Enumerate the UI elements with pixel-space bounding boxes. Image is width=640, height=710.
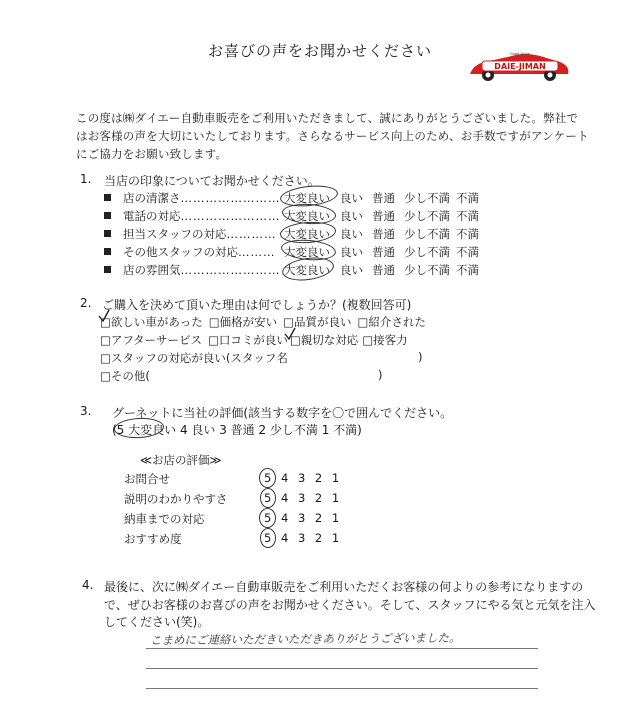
paren-close: ) — [418, 350, 423, 364]
checkbox-option[interactable]: □親切な対応 — [289, 333, 359, 347]
q1-option-2: 良い — [340, 263, 363, 277]
q1-option-1: 大変良い — [284, 209, 330, 223]
answer-line — [146, 668, 538, 669]
q1-option-5: 不満 — [456, 227, 479, 241]
answer-circle-mark — [259, 468, 276, 488]
q1-option-3: 普通 — [372, 191, 395, 205]
q1-option-2: 良い — [340, 227, 363, 241]
q3-row-scores: 5 4 3 2 1 — [264, 511, 343, 525]
q1-option-3: 普通 — [372, 245, 395, 259]
answer-circle-mark — [259, 508, 276, 528]
answer-circle-mark — [260, 528, 276, 548]
q3-subtitle: ≪お店の評価≫ — [140, 453, 222, 467]
checkbox-option[interactable]: □口コミが良い — [208, 333, 288, 347]
q1-option-3: 普通 — [372, 263, 395, 277]
q1-option-3: 普通 — [372, 227, 395, 241]
page-title: お喜びの声をお聞かせください — [207, 42, 432, 60]
q1-option-1: 大変良い — [284, 191, 330, 205]
bullet-square-icon — [104, 248, 111, 255]
svg-text:Good Drive: Good Drive — [510, 52, 530, 56]
q1-option-4: 少し不満 — [404, 191, 450, 205]
checkbox-option[interactable]: □その他( — [100, 369, 150, 383]
svg-text:DAIE-JIMAN: DAIE-JIMAN — [494, 62, 546, 71]
q4-question-line-3: してください(笑)。 — [104, 615, 210, 629]
q1-row: その他スタッフの対応……… — [104, 244, 276, 260]
q1-option-1: 大変良い — [284, 263, 330, 277]
car-logo-icon — [464, 50, 574, 84]
q1-option-3: 普通 — [372, 209, 395, 223]
intro-line-3: にご協力をお願い致します。 — [76, 147, 228, 161]
q1-option-1: 大変良い — [284, 227, 330, 241]
q3-row-scores: 5 4 3 2 1 — [264, 471, 343, 485]
checkbox-option[interactable]: □接客力 — [362, 333, 408, 347]
answer-line — [146, 688, 538, 689]
q1-row: 店の清潔さ…………………… — [104, 190, 281, 206]
q4-number: 4. — [82, 578, 94, 592]
checkbox-option[interactable]: □品質が良い — [283, 315, 352, 329]
intro-line-2: はお客様の声を大切にいたしております。さらなるサービス向上のため、お手数ですがアンケート — [76, 129, 589, 143]
q3-row-label: お問合せ — [124, 472, 170, 486]
q2-question: ご購入を決めて頂いた理由は何でしょうか？(複数回答可) — [102, 298, 412, 312]
q1-row: 電話の対応…………………… — [104, 208, 281, 224]
q1-question: 当店の印象についてお聞かせください。 — [104, 174, 320, 188]
q3-row-label: 説明のわかりやすさ — [124, 492, 228, 506]
intro-line-1: この度は㈱ダイエー自動車販売をご利用いただきまして、誠にありがとうございました。弊社で — [76, 111, 579, 125]
check-mark-icon — [96, 308, 112, 324]
q3-row-label: おすすめ度 — [124, 532, 182, 546]
q1-option-2: 良い — [340, 209, 363, 223]
q1-row: 店の雰囲気…………………… — [104, 262, 281, 278]
checkbox-option[interactable]: □アフターサービス — [100, 333, 203, 347]
checkbox-option[interactable]: □スタッフの対応が良い(スタッフ名 — [100, 351, 288, 365]
handwritten-comment[interactable]: こまめにご連絡いただきいただきありがとうございました。 — [149, 630, 461, 648]
q2-option-line — [100, 314, 426, 330]
q3-scale: (5 大変良い 4 良い 3 普通 2 少し不満 1 不満) — [112, 423, 362, 437]
paren-close: ) — [378, 368, 383, 382]
company-logo — [464, 50, 574, 84]
q2-number: 2. — [80, 296, 92, 310]
q2-option-line — [100, 332, 408, 348]
q4-question-line-2: で、ぜひお客様のお喜びの声をお聞かせください。そして、スタッフにやる気と元気を注入 — [104, 598, 596, 612]
bullet-square-icon — [104, 212, 111, 219]
q1-option-5: 不満 — [456, 245, 479, 259]
q1-option-4: 少し不満 — [404, 209, 450, 223]
q3-row-scores: 5 4 3 2 1 — [264, 491, 343, 505]
q3-number: 3. — [80, 404, 92, 418]
q3-row-label: 納車までの対応 — [124, 512, 205, 526]
q4-question-line-1: 最後に、次に㈱ダイエー自動車販売をご利用いただくお客様の何よりの参考になりますの — [104, 580, 584, 594]
answer-line — [146, 648, 538, 649]
q1-option-2: 良い — [340, 245, 363, 259]
q1-option-4: 少し不満 — [404, 263, 450, 277]
answer-circle-mark — [260, 488, 276, 508]
q1-row: 担当スタッフの対応………… — [104, 226, 277, 242]
checkbox-option[interactable]: □欲しい車があった — [100, 315, 203, 329]
q1-option-1: 大変良い — [284, 245, 330, 259]
q1-option-5: 不満 — [456, 209, 479, 223]
q1-option-4: 少し不満 — [404, 227, 450, 241]
check-mark-icon — [282, 326, 298, 342]
q1-option-5: 不満 — [456, 263, 479, 277]
q1-number: 1. — [80, 172, 92, 186]
checkbox-option[interactable]: □紹介された — [357, 315, 426, 329]
q3-row-scores: 5 4 3 2 1 — [264, 531, 343, 545]
q1-option-5: 不満 — [456, 191, 479, 205]
bullet-square-icon — [104, 266, 111, 273]
q1-option-2: 良い — [340, 191, 363, 205]
q3-question: グーネットに当社の評価(該当する数字を〇で囲んでください。 — [112, 406, 453, 420]
bullet-square-icon — [104, 230, 111, 237]
checkbox-option[interactable]: □価格が安い — [208, 315, 278, 329]
bullet-square-icon — [104, 194, 111, 201]
q1-option-4: 少し不満 — [404, 245, 450, 259]
